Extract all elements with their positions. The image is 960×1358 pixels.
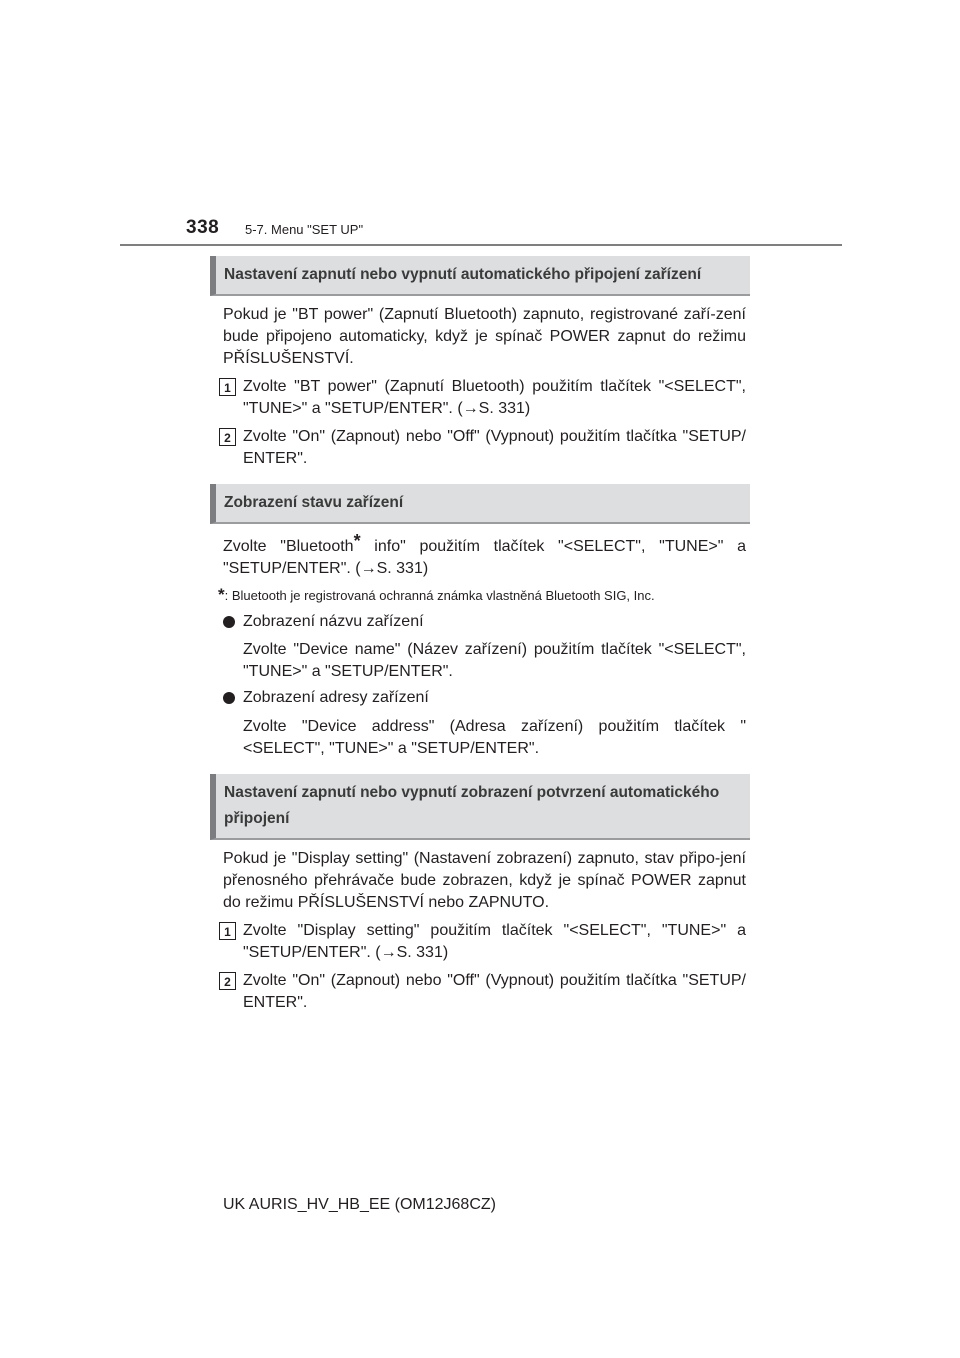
step-number-badge: 2 xyxy=(219,972,236,990)
header-divider xyxy=(120,244,842,246)
bullet-icon xyxy=(223,692,235,704)
section-title: 5-7. Menu "SET UP" xyxy=(245,222,364,237)
section-intro: Pokud je "Display setting" (Nastavení zobrazení) zapnuto, stav připo-jení přenosného přehrávače bude zobrazen, když je spínač POWER zapnut do režimu PŘÍSLUŠENSTVÍ nebo ZAPNUTO. xyxy=(223,850,746,911)
step-item xyxy=(210,376,750,420)
step-item xyxy=(210,970,750,1014)
step-item xyxy=(210,426,750,470)
section-heading-display-confirmation: Nastavení zapnutí nebo vypnutí zobrazení potvrzení automatického připojení xyxy=(210,774,750,840)
section-heading-auto-connect: Nastavení zapnutí nebo vypnutí automatického připojení zařízení xyxy=(210,256,750,296)
step-text: Zvolte "BT power" (Zapnutí Bluetooth) použitím tlačítek "<SELECT", "TUNE>" a "SETUP/ENTER". (→S. 331) xyxy=(243,378,746,417)
footnote: *: Bluetooth je registrovaná ochranná známka vlastněná Bluetooth SIG, Inc. xyxy=(218,585,655,604)
step-number-badge: 1 xyxy=(219,378,236,396)
bullet-item xyxy=(210,611,750,633)
footnote-star: * xyxy=(218,585,225,604)
step-number-badge: 1 xyxy=(219,922,236,940)
bullet-item xyxy=(210,687,750,709)
section-intro: Pokud je "BT power" (Zapnutí Bluetooth) zapnuto, registrované zaří-zení bude připojeno automaticky, když je spínač POWER zapnut do režimu PŘÍSLUŠENSTVÍ. xyxy=(223,306,746,367)
step-text: Zvolte "Display setting" použitím tlačítek "<SELECT", "TUNE>" a "SETUP/ENTER". (→S. 331) xyxy=(243,922,746,961)
bullet-description: Zvolte "Device address" (Adresa zařízení) použitím tlačítek "<SELECT", "TUNE>" a "SETUP/ENTER". xyxy=(243,718,746,757)
footer-model-code: UK AURIS_HV_HB_EE (OM12J68CZ) xyxy=(223,1196,496,1213)
bullet-description: Zvolte "Device name" (Název zařízení) použitím tlačítek "<SELECT", "TUNE>" a "SETUP/ENTER". xyxy=(243,641,746,680)
step-text: Zvolte "On" (Zapnout) nebo "Off" (Vypnout) použitím tlačítka "SETUP/ ENTER". xyxy=(243,428,746,467)
bullet-title: Zobrazení adresy zařízení xyxy=(243,689,429,706)
footnote-marker: * xyxy=(353,531,361,551)
page-content xyxy=(210,256,750,1014)
bullet-icon xyxy=(223,616,235,628)
step-text: Zvolte "On" (Zapnout) nebo "Off" (Vypnout) použitím tlačítka "SETUP/ ENTER". xyxy=(243,972,746,1011)
section-heading-device-status: Zobrazení stavu zařízení xyxy=(210,484,750,524)
step-item xyxy=(210,920,750,964)
section-intro: Zvolte "Bluetooth* info" použitím tlačítek "<SELECT", "TUNE>" a "SETUP/ENTER". (→S. 331) xyxy=(223,531,746,577)
page-number: 338 xyxy=(186,217,220,238)
bullet-title: Zobrazení názvu zařízení xyxy=(243,613,424,630)
step-number-badge: 2 xyxy=(219,428,236,446)
